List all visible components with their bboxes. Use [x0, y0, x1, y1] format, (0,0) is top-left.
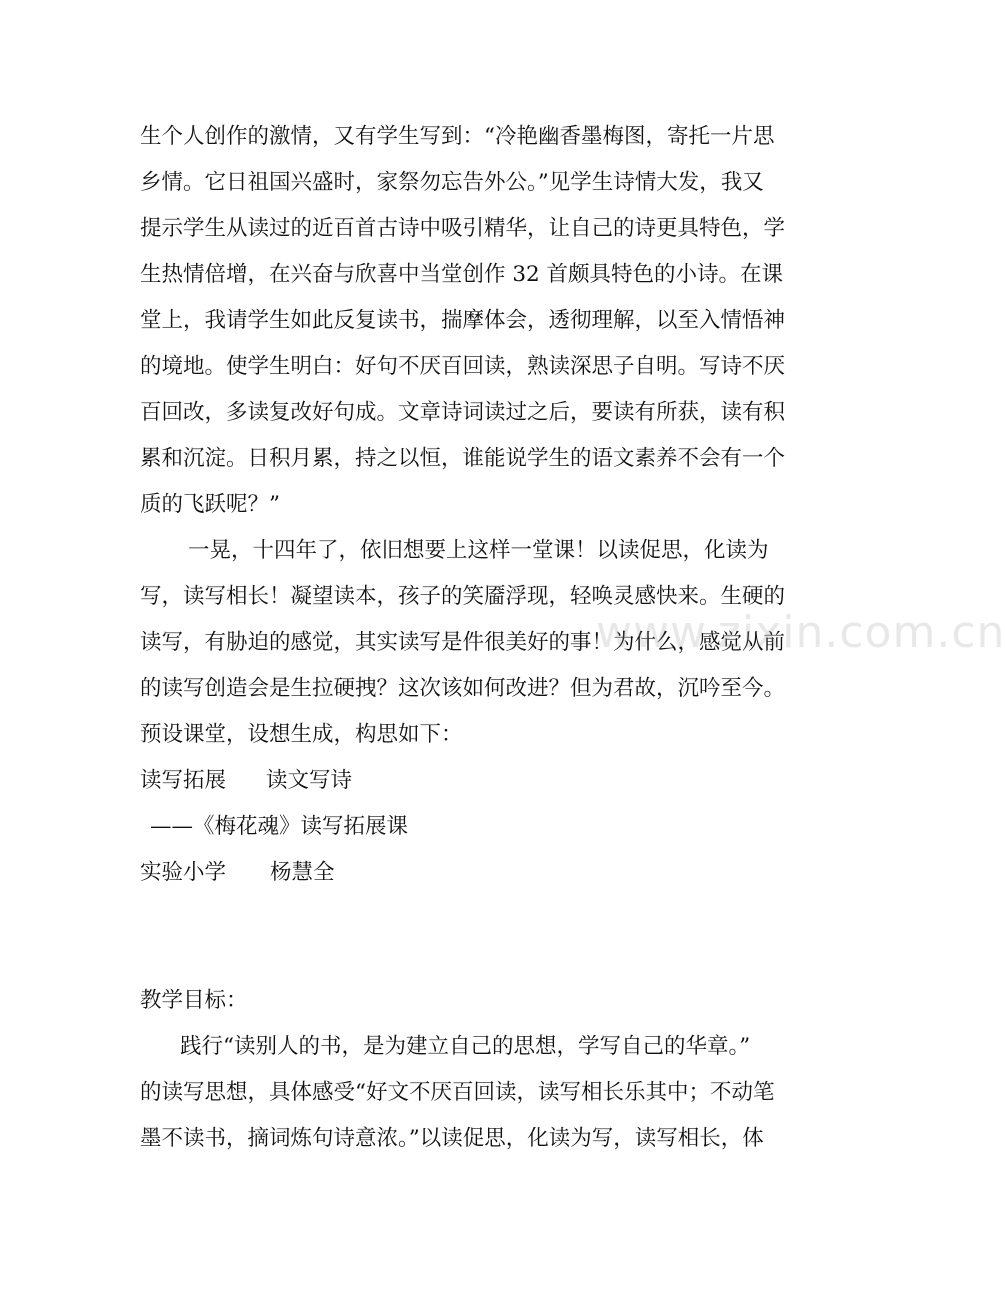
lesson-title — [140, 758, 780, 804]
lesson-subtitle: ——《梅花魂》读写拓展课 — [150, 814, 409, 839]
text-line: 生个人创作的激情，又有学生写到：“冷艳幽香墨梅图，寄托一片思 — [140, 124, 775, 149]
paragraph-first-line: 一晃，十四年了，依旧想要上这样一堂课！以读促思，化读为 — [188, 538, 769, 563]
text-line: 乡情。它日祖国兴盛时，家祭勿忘告外公。”见学生诗情大发，我又 — [140, 170, 764, 195]
author-line — [140, 850, 780, 896]
text-line: 提示学生从读过的近百首古诗中吸引精华，让自己的诗更具特色，学 — [140, 216, 786, 241]
author-name: 杨慧全 — [270, 860, 335, 885]
teaching-goals — [140, 978, 780, 1162]
lesson-title-part2: 读文写诗 — [266, 768, 353, 793]
text-line: 墨不读书，摘词炼句诗意浓。”以读促思，化读为写，读写相长，体 — [140, 1126, 764, 1151]
text-line: 预设课堂，设想生成，构思如下： — [140, 722, 463, 747]
body-text-top — [140, 114, 786, 896]
text-line: 的读写创造会是生拉硬拽？这次该如何改进？但为君故，沉吟至今。 — [140, 676, 786, 701]
text-line: 堂上，我请学生如此反复读书，揣摩体会，透彻理解，以至入情悟神 — [140, 308, 786, 333]
watermark: www.zixin.com.cn — [596, 607, 1005, 658]
text-line: 的读写思想，具体感受“好文不厌百回读，读写相长乐其中；不动笔 — [140, 1080, 775, 1105]
text-line: 质的飞跃呢？” — [140, 492, 280, 517]
section-heading: 教学目标： — [140, 988, 248, 1013]
text-line: 写，读写相长！凝望读本，孩子的笑靥浮现，轻唤灵感快来。生硬的 — [140, 584, 786, 609]
lesson-title-part1: 读写拓展 — [140, 768, 227, 793]
school-name: 实验小学 — [140, 860, 227, 885]
paragraph-first-line: 践行“读别人的书，是为建立自己的思想，学写自己的华章。” — [180, 1034, 751, 1059]
text-line: 累和沉淀。日积月累，持之以恒，谁能说学生的语文素养不会有一个 — [140, 446, 786, 471]
text-line: 生热情倍增，在兴奋与欣喜中当堂创作 32 首颇具特色的小诗。在课 — [140, 262, 784, 287]
text-line: 百回改，多读复改好句成。文章诗词读过之后，要读有所获，读有积 — [140, 400, 786, 425]
text-line: 的境地。使学生明白：好句不厌百回读，熟读深思子自明。写诗不厌 — [140, 354, 786, 379]
text-line: 读写，有胁迫的感觉，其实读写是件很美好的事！为什么，感觉从前 — [140, 630, 786, 655]
